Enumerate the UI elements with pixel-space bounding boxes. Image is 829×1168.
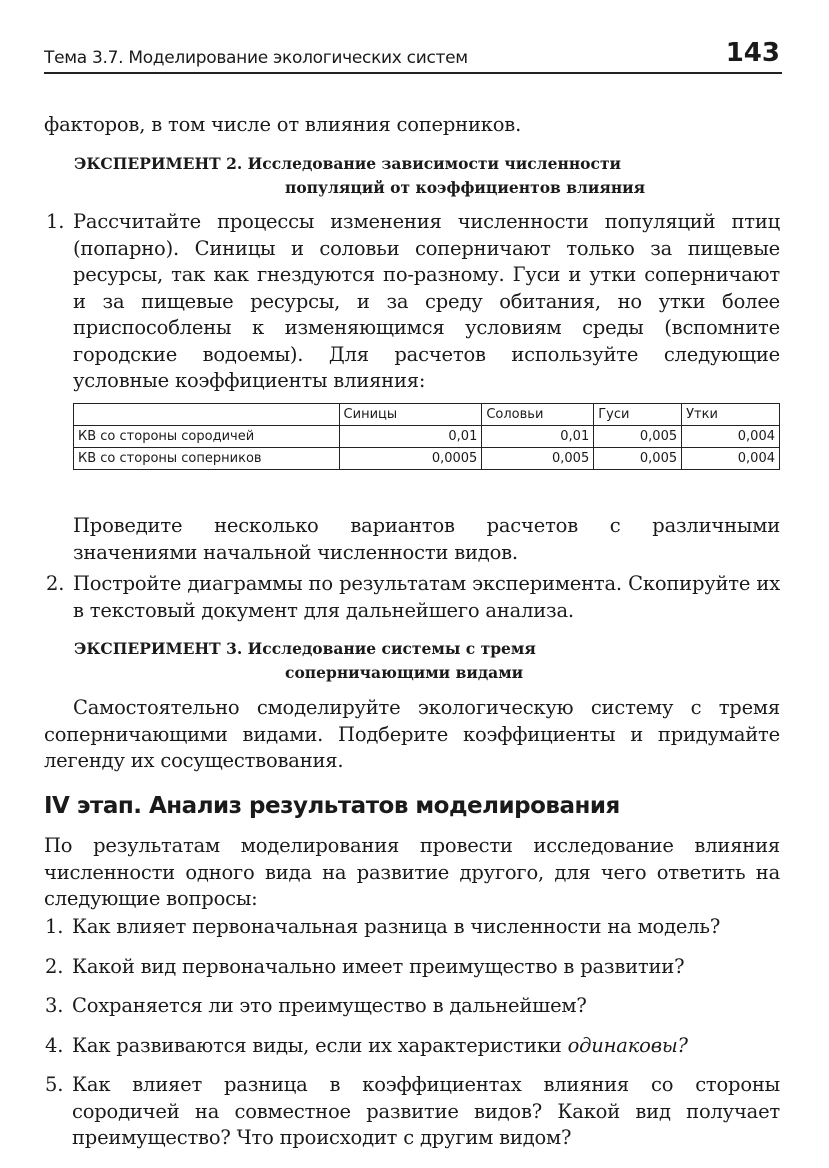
- after-table-text: Проведите несколько вариантов расчетов с различными значениями начальной численности видов.: [73, 514, 780, 564]
- table-cell-label: КВ со стороны сородичей: [74, 426, 340, 448]
- table-header-row: [74, 404, 780, 426]
- page-header: [44, 40, 782, 74]
- table-cell: 0,01: [482, 426, 594, 448]
- item-text: Какой вид первоначально имеет преимущество в развитии?: [72, 954, 685, 978]
- table-header-cell: Гуси: [594, 404, 682, 426]
- list-item: [45, 993, 780, 1020]
- table-cell: 0,004: [682, 426, 780, 448]
- questions-list: [45, 914, 780, 1165]
- item-text: Сохраняется ли это преимущество в дальнейшем?: [72, 994, 587, 1017]
- list-item: [45, 1072, 780, 1152]
- experiment3-title-line1: ЭКСПЕРИМЕНТ 3. Исследование системы с тремя: [74, 639, 536, 658]
- table-cell: 0,004: [682, 448, 780, 470]
- table-header-cell: Утки: [682, 404, 780, 426]
- experiment2-title-line1: ЭКСПЕРИМЕНТ 2. Исследование зависимости численности: [74, 154, 622, 173]
- experiment2-item-2: [46, 571, 780, 624]
- item-number: 2.: [46, 572, 65, 595]
- item-text: Как влияет разница в коэффициентах влияния со стороны сородичей на совместное развитие видов? Какой вид получает преимущество? Что происходит с другим видом?: [72, 1073, 780, 1149]
- list-item: [45, 1033, 780, 1060]
- experiment3-text: Самостоятельно смоделируйте экологическую систему с тремя соперничающими видами. Подберите коэффициенты и придумайте легенду их сосуществования.: [44, 696, 780, 772]
- item-text: Как развиваются виды, если их характеристики: [72, 1033, 568, 1057]
- experiment3-title-line2: соперничающими видами: [285, 663, 524, 682]
- item-number: 1.: [45, 915, 64, 938]
- item-text-emphasis: одинаковы?: [567, 1033, 688, 1057]
- list-item: [45, 914, 780, 941]
- table-row: [74, 448, 780, 470]
- table-cell-label: КВ со стороны соперников: [74, 448, 340, 470]
- section-heading: IV этап. Анализ результатов моделирования: [44, 793, 620, 819]
- running-title: Тема 3.7. Моделирование экологических систем: [44, 48, 468, 68]
- intro-line: факторов, в том числе от влияния соперников.: [44, 113, 522, 136]
- item-number: 2.: [45, 954, 64, 978]
- page-number: 143: [725, 38, 780, 68]
- item-number: 5.: [45, 1073, 64, 1096]
- table-cell: 0,0005: [339, 448, 482, 470]
- coefficients-table: [73, 403, 780, 470]
- table-row: [74, 426, 780, 448]
- item-text: Постройте диаграммы по результатам эксперимента. Скопируйте их в текстовый документ для дальнейшего анализа.: [73, 572, 780, 622]
- experiment2-title-line2: популяций от коэффициентов влияния: [285, 178, 646, 197]
- item-text: Как влияет первоначальная разница в численности на модель?: [72, 915, 721, 938]
- item-text: Рассчитайте процессы изменения численности популяций птиц (попарно). Синицы и соловьи соперничают только за пищевые ресурсы, так как гнездуются по-разному. Гуси и утки соперничают и за пищевые ресурсы, и за среду обитания, но утки более приспособлены к изменяющимся условиям среды (вспомните городские водоемы). Для расчетов используйте следующие условные коэффициенты влияния:: [73, 210, 780, 392]
- table-cell: 0,005: [482, 448, 594, 470]
- table-cell: 0,005: [594, 426, 682, 448]
- experiment2-item-1: [46, 209, 780, 395]
- experiment3-title: [74, 637, 536, 685]
- item-number: 1.: [46, 210, 65, 233]
- item-number: 3.: [45, 994, 64, 1017]
- table-header-cell: Соловьи: [482, 404, 594, 426]
- table-header-cell: [74, 404, 340, 426]
- table-cell: 0,005: [594, 448, 682, 470]
- stage4-intro: По результатам моделирования провести исследование влияния численности одного вида на развитие другого, для чего ответить на следующие вопросы:: [44, 834, 780, 910]
- experiment2-title: [74, 152, 645, 200]
- list-item: [45, 954, 780, 981]
- table-cell: 0,01: [339, 426, 482, 448]
- table-header-cell: Синицы: [339, 404, 482, 426]
- item-number: 4.: [45, 1033, 64, 1057]
